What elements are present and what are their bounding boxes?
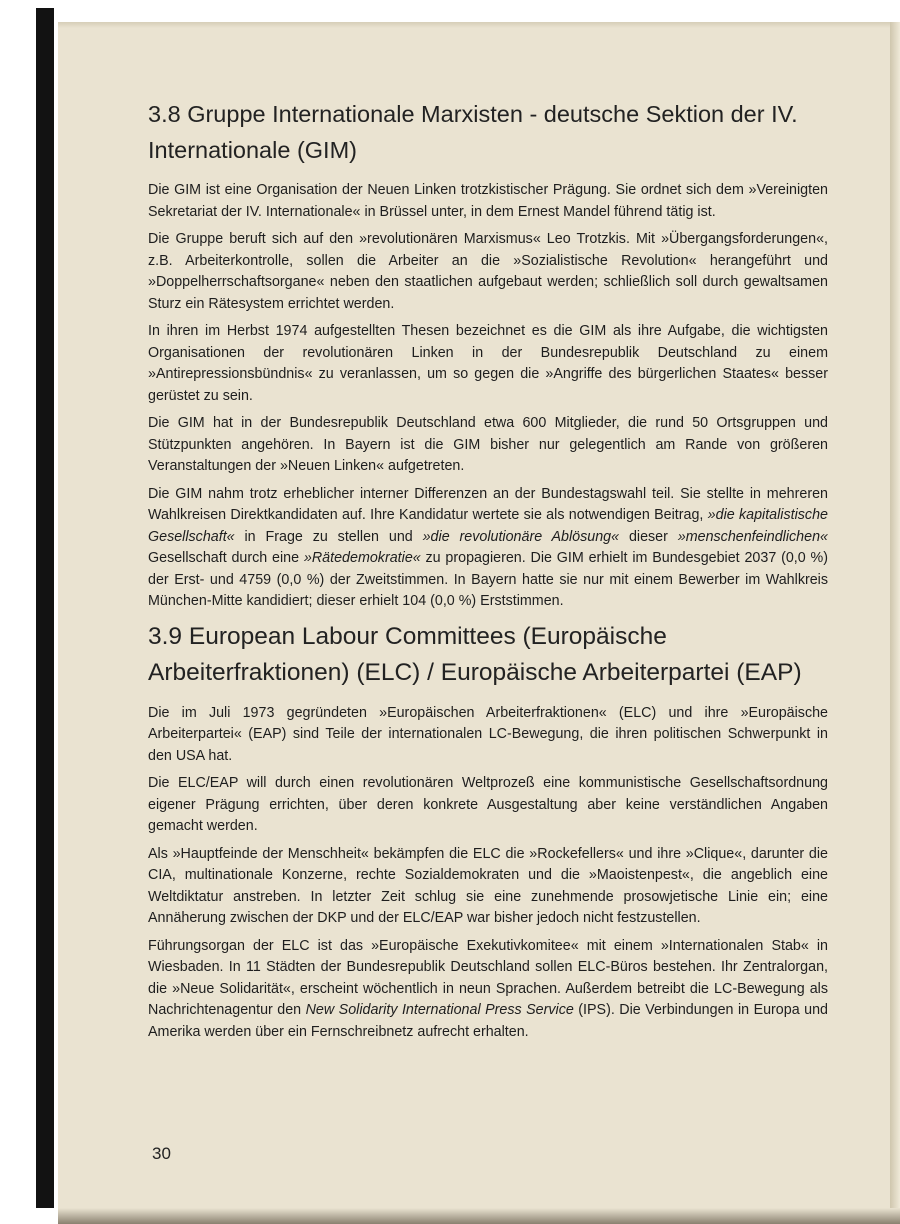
italic-quote: »die revolutionäre Ablösung« — [422, 528, 620, 545]
italic-title: New Solidarity International Press Service — [305, 1002, 574, 1018]
paragraph: In ihren im Herbst 1974 aufgestellten Thesen bezeichnet es die GIM als ihre Aufgabe, die wichtigsten Organisationen der revolutionären Linken in der Bundesrepublik Deutschland zu einem »Antirepressionsbündnis« zu veranlassen, um so gegen die »Angriffe des bürgerlichen Staates« besser gerüstet zu sein. — [148, 323, 828, 404]
paragraph: Die im Juli 1973 gegründeten »Europäischen Arbeiterfraktionen« (ELC) und ihre »Europäische Arbeiterpartei« (EAP) sind Teile der internationalen LC-Bewegung, die ihren politischen Schwerpunkt in den USA hat. — [148, 704, 828, 764]
page-bottom-edge — [58, 1208, 900, 1224]
italic-quote: »Rätedemokratie« — [303, 550, 421, 566]
page-number: 30 — [152, 1144, 171, 1163]
paragraph: Die GIM hat in der Bundesrepublik Deutschland etwa 600 Mitglieder, die rund 50 Ortsgruppen und Stützpunkten angehören. In Bayern ist die GIM bisher nur gelegentlich am Rande von größeren Veranstaltungen der »Neuen Linken« aufgetreten. — [148, 415, 828, 474]
text-run: Die GIM nahm trotz erheblicher interner Differenzen an der Bundestagswahl teil. Sie stellte in mehreren Wahlkreisen Direktkandidaten auf. Ihre Kandidatur wertete sie als notwendigen Beitrag, — [148, 485, 828, 523]
text-run: Führungsorgan der ELC ist das »Europäische Exekutivkomitee« mit einem »Internationalen Stab« in Wiesbaden. In 11 Städten der Bundesrepublik Deutschland sollen ELC-Büros bestehen. Ihr Zentralorgan, die »Neue Solidarität«, erscheint wöchentlich in neun Sprachen. Außerdem betreibt die LC-Bewegung als Nachrichtenagentur den — [148, 937, 828, 1018]
text-run: zu propagieren. Die GIM erhielt im Bundesgebiet 2037 (0,0 %) der Erst- und 4759 (0,0 %) der Zweitstimmen. In Bayern hatte sie nur mit einem Bewerber im Wahlkreis München-Mitte kandidiert; dieser erhielt 104 (0,0 %) Erststimmen. — [148, 550, 828, 609]
paragraph: Als »Hauptfeinde der Menschheit« bekämpfen die ELC die »Rockefellers« und ihre »Clique«, darunter die CIA, multinationale Konzerne, rechte Sozialdemokraten und die »Maoistenpest«, die angeblich eine Weltdiktatur anstreben. In letzter Zeit schlug sie eine zunehmende prosowjetische Linie ein; eine Annäherung zwischen der DKP und der ELC/EAP war bisher jedoch nicht festzustellen. — [148, 845, 828, 926]
paragraph: Die GIM ist eine Organisation der Neuen Linken trotzkistischer Prägung. Sie ordnet sich dem »Vereinigten Sekretariat der IV. Internationale« in Brüssel unter, in dem Ernest Mandel führend tätig ist. — [148, 182, 828, 220]
text-run: in Frage zu stellen und — [234, 528, 423, 545]
page-top-edge — [58, 22, 900, 28]
paragraph-election-results — [148, 484, 828, 613]
text-run: (IPS). Die Verbindungen in Europa und Amerika werden über ein Fernschreibnetz aufrecht erhalten. — [148, 1002, 828, 1040]
text-run: Gesellschaft durch eine — [148, 550, 304, 566]
italic-quote: »die kapitalistische Gesellschaft« — [148, 507, 828, 545]
section-heading-3-9: 3.9 European Labour Committees (Europäische Arbeiterfraktionen) (ELC) / Europäische Arbeiterpartei (EAP) — [148, 622, 802, 686]
section-heading-3-8: 3.8 Gruppe Internationale Marxisten - deutsche Sektion der IV. Internationale (GIM) — [148, 101, 798, 163]
page-content — [148, 96, 828, 1049]
book-binding-shadow — [36, 8, 54, 1208]
page-right-edge — [890, 22, 900, 1208]
italic-quote: »menschenfeindlichen« — [677, 528, 828, 545]
paragraph: Die ELC/EAP will durch einen revolutionären Weltprozeß eine kommunistische Gesellschaftsordnung eigener Prägung errichten, über deren konkrete Ausgestaltung aber keine verständlichen Angaben gemacht werden. — [148, 775, 828, 834]
paragraph: Die Gruppe beruft sich auf den »revolutionären Marxismus« Leo Trotzkis. Mit »Übergangsforderungen«, z.B. Arbeiterkontrolle, sollen die Arbeiter an die »Sozialistische Revolution« herangeführt und »Doppelherrschaftsorgane« neben den staatlichen aufgebaut werden; schließlich soll durch gewaltsamen Sturz ein Rätesystem errichtet werden. — [148, 231, 828, 312]
paragraph-organisation — [148, 936, 828, 1044]
text-run: dieser — [619, 528, 678, 545]
